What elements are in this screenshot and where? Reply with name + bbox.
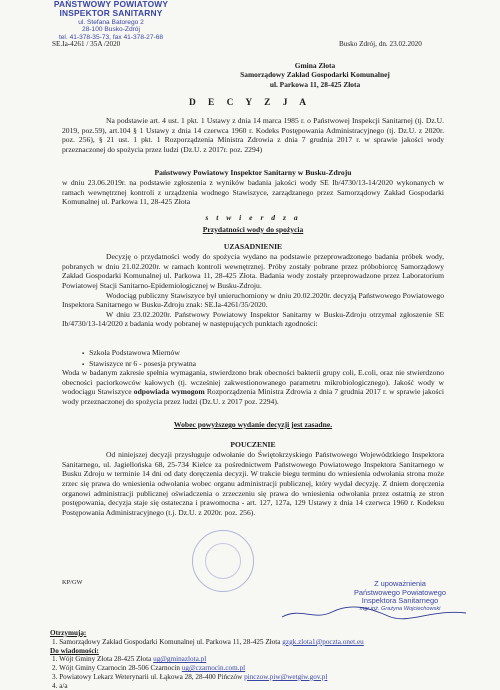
round-seal	[192, 530, 254, 592]
sampling-point-1: ▪ Szkoła Podstawowa Miernów	[82, 348, 196, 359]
stwierdza-heading: s t w i e r d z a	[205, 213, 301, 222]
recipient-email-link[interactable]: gzgk.zlota1@poczta.onet.eu	[282, 637, 364, 646]
info-recipient-item: 2. Wójt Gminy Czarnocin 28-506 Czarnocin ug@czarnocin.com.pl	[52, 664, 246, 673]
legal-basis-text: Na podstawie art. 4 ust. 1 pkt. 1 Ustawy z dnia 14 marca 1985 r. o Państwowej Inspekcji Sanitarnej (tj. Dz.U. 2019, poz.59), art.104 § 1 Ustawy z dnia 14 czerwca 1960 r. Kodeks Postępowania Administracyjnego (tj. Dz.U. z 2020r. poz. 256), § 21 ust. 1 pkt. 1 Rozporządzenia Ministra Zdrowia z dnia 7 grudnia 2017 r. w sprawie jakości wody przeznaczonej do spożycia przez ludzi (Dz.U. z 2017r. poz. 2294)	[62, 116, 444, 154]
stamp-line-4: 28-100 Busko-Zdrój	[82, 26, 140, 34]
info-recipient-email-link[interactable]: ug@gminazlota.pl	[153, 655, 207, 664]
stamp-line-1: PAŃSTWOWY POWIATOWY	[53, 0, 169, 9]
addressee-line-1: Gmina Złota	[294, 61, 336, 70]
case-signature: SE.Ia-4261 / 35A /2020	[52, 40, 121, 48]
authority-name: Państwowy Powiatowy Inspektor Sanitarny w Busku-Zdroju	[154, 168, 352, 177]
addressee-line-3: ul. Parkowa 11, 28-425 Złota	[269, 79, 361, 89]
recipients-label: Otrzymują:	[50, 629, 87, 637]
justification-p4-part-a: Woda w badanym zakresie spełnia wymagania, stwierdzono brak obecności bakterii grupy coli, E.coli, oraz nie stwierdzono obecności paciorkowców kałowych (tj. wcześniej zakwestionowanego parametru mikrobiologicznego). Jakość wody w wodociągu Stawiszyce	[62, 368, 444, 397]
document-title: D E C Y Z J A	[188, 98, 312, 108]
instruction-text: Od niniejszej decyzji przysługuje odwołanie do Świętokrzyskiego Państwowego Wojewódzkiego Inspektora Sanitarnego, ul. Jagiellońska 68, 25-734 Kielce za pośrednictwem Państwowego Powiatowego Inspektora Sanitarnego w Busku Zdroju w terminie 14 dni od daty doręczenia decyzji. W trakcie biegu terminu do wniesienia odwołania strona może zrzec się prawa do wniesienia odwołania wobec organu administracji publicznej, który wydał decyzję. Z dniem doręczenia organowi administracji publicznej oświadczenia o zrzeczeniu się prawa do wniesienia odwołania przez ostatnią ze stron postępowania, decyzja staje się ostateczna i prawomocna - art. 127, 127a, 129 Ustawy z dnia 14 czerwca 1960 r. Kodeksu Postępowania Administracyjnego (t.j. Dz.U. z 2020r. poz. 256).	[62, 450, 444, 517]
authority-stamp	[36, 0, 186, 41]
justification-paragraph-1: Decyzję o przydatności wody do spożycia wydano na podstawie przeprowadzonego badania próbek wody, pobranych w dniu 21.02.2020r. w ramach kontroli wewnętrznej. Próby zostały pobrane przez próbobiorcę Samorządowy Zakład Gospodarki Komunalnej ul. Parkowa 11, 28-425 Złota. Badania wody zostały przeprowadzone przez Laboratorium Powiatowej Stacji Sanitarno-Epidemiologicznej w Busku-Zdroju.	[62, 252, 444, 290]
justification-paragraph-3: W dniu 23.02.2020r. Państwowy Powiatowy Inspektor Sanitarny w Busku-Zdroju otrzymał zgłoszenie SE Ib/4730/13-14/2020 z badania wody pobranej w następujących punktach zgodności:	[62, 309, 444, 329]
justification-body	[62, 252, 444, 329]
info-recipient-item: 3. Powiatowy Lekarz Weterynarii ul. Łąkowa 28, 28-400 Pińczów pinczow.piw@wetgiw.gov.pl	[52, 672, 328, 681]
info-recipients-label: Do wiadomości:	[50, 646, 99, 655]
stamp-line-2: INSPEKTOR SANITARNY	[59, 8, 163, 19]
instruction-body	[62, 450, 444, 517]
sign-stamp-line-1: Z upoważnienia	[374, 579, 426, 588]
authority-text: w dniu 23.06.2019r. na podstawie zgłoszenia z wyników badania jakości wody SE Ib/4730/13-14/2020 wykonanych w ramach wewnętrznej kontroli z urządzenia wodnego Stawiszyce, zarządzanego przez Samorządowy Zakład Gospodarki Komunalnej ul. Parkowa 11, 28-425 Złota	[62, 178, 444, 207]
justification-paragraph-2: Wodociąg publiczny Stawiszyce był unieruchomiony w dniu 20.02.2020r. decyzją Państwowego Powiatowego Inspektora Sanitarnego w Busku-Zdroju znak: SE.Ia-4261/35/2020.	[62, 290, 444, 310]
addressee-line-2: Samorządowy Zakład Gospodarki Komunalnej	[240, 70, 390, 80]
justification-p4-part-c: Rozporządzenia Ministra Zdrowia z dnia 7 grudnia 2017 r. w sprawie jakości wody przeznaczonej do spożycia przez ludzi (Dz.U. z 2017 poz. 2294).	[62, 387, 444, 406]
sign-stamp-line-2: Państwowego Powiatowego	[353, 587, 447, 597]
finding-heading: Przydatności wody do spożycia	[202, 225, 304, 234]
sign-stamp-line-4: mgr inż. Grażyna Wojciechowski	[359, 605, 441, 612]
justification-paragraph-4	[62, 368, 444, 407]
info-recipient-email-link[interactable]: ug@czarnocin.com.pl	[181, 664, 246, 673]
info-recipient-item: 4. a/a	[52, 681, 68, 690]
recipient-item: 1. Samorządowy Zakład Gospodarki Komunalnej ul. Parkowa 11, 28-425 Złota gzgk.zlota1@poczta.onet.eu	[52, 637, 364, 646]
stamp-line-3: ul. Stefana Batorego 2	[78, 18, 144, 26]
handwritten-signature	[280, 603, 470, 623]
addressee-block	[200, 61, 430, 89]
justification-heading: UZASADNIENIE	[223, 242, 283, 251]
recipients-list	[50, 638, 470, 647]
info-recipient-email-link[interactable]: pinczow.piw@wetgiw.gov.pl	[244, 672, 328, 681]
sampling-point-2: ▪ Stawiszyce nr 6 - posesja prywatna	[82, 359, 196, 370]
instruction-heading: POUCZENIE	[230, 440, 276, 449]
document-date: Busko Zdrój, dn. 23.02.2020	[339, 40, 422, 48]
sampling-points-list	[82, 348, 196, 369]
info-recipients-list	[50, 655, 470, 690]
author-initials: KP/GW	[62, 579, 83, 586]
justification-p4-bold: odpowiada wymogom	[133, 387, 205, 397]
legal-basis	[62, 116, 444, 155]
info-recipient-item: 1. Wójt Gminy Złota 28-425 Złota ug@gminazlota.pl	[52, 655, 207, 664]
decision-immediate: Wobec powyższego wydanie decyzji jest zasadne.	[173, 420, 333, 429]
stamp-line-5: tel. 41-378-35-73, fax 41-378-27-68	[58, 33, 164, 41]
sign-stamp-line-3: Inspektora Sanitarnego	[361, 596, 439, 606]
